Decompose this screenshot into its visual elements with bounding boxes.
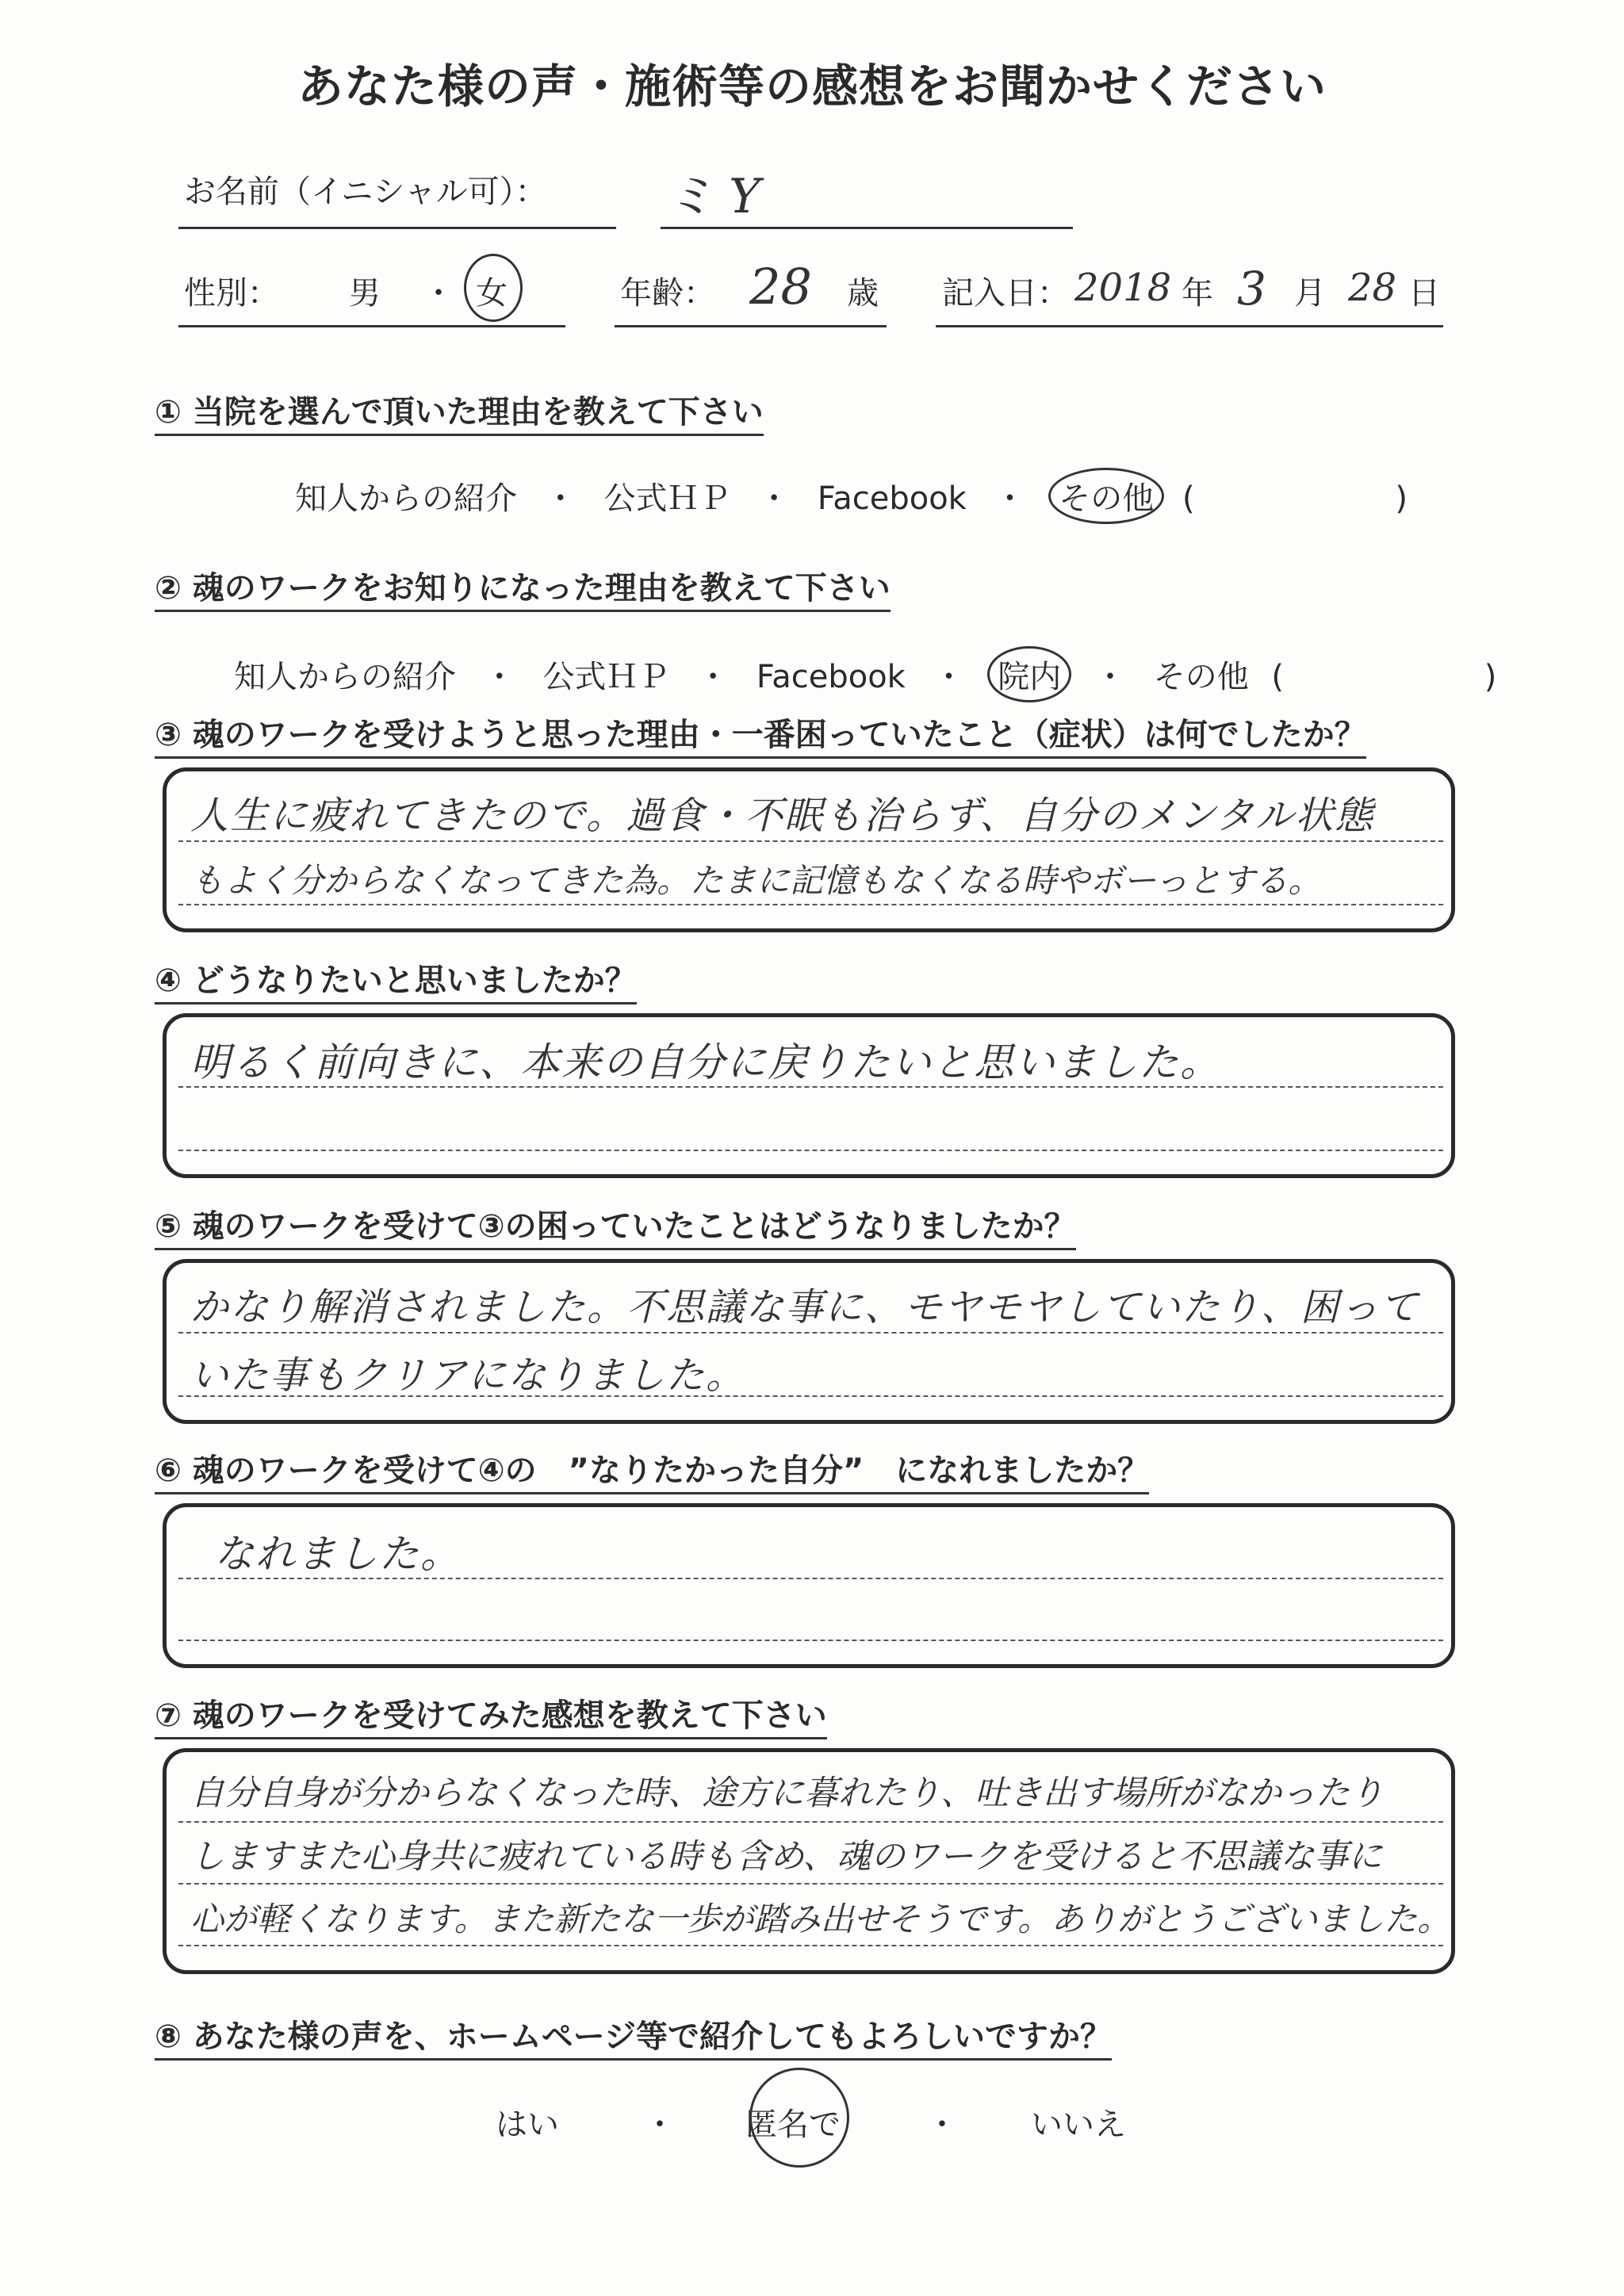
q8-sep-1: ・ bbox=[644, 2107, 676, 2143]
q1-option-referral: 知人からの紹介 bbox=[295, 480, 517, 517]
date-month-unit: 月 bbox=[1294, 275, 1326, 312]
date-day-value: 28 bbox=[1348, 266, 1397, 310]
q8-heading: ⑧ あなた様の声を、ホームページ等で紹介してもよろしいですか？ bbox=[155, 2011, 1112, 2061]
page-title: あなた様の声・施術等の感想をお聞かせください bbox=[297, 59, 1327, 113]
q2-sep-3: ・ bbox=[933, 659, 965, 695]
q1-option-other: その他 bbox=[1048, 468, 1164, 524]
q4-heading: ④ どうなりたいと思いましたか？ bbox=[155, 955, 637, 1004]
q7-line-1 bbox=[178, 1821, 1443, 1823]
q5-heading: ⑤ 魂のワークを受けて③の困っていたことはどうなりましたか？ bbox=[155, 1201, 1076, 1250]
q2-option-referral: 知人からの紹介 bbox=[234, 659, 456, 695]
q2-option-inhouse: 院内 bbox=[987, 646, 1071, 702]
date-year-unit: 年 bbox=[1182, 275, 1213, 312]
date-day-unit: 日 bbox=[1408, 275, 1440, 312]
q1-option-facebook: Facebook bbox=[817, 480, 967, 517]
q2-option-facebook: Facebook bbox=[756, 659, 906, 695]
age-label: 年齢： bbox=[620, 275, 715, 312]
gender-underline bbox=[178, 325, 565, 327]
name-underline-left bbox=[178, 227, 616, 229]
q3-answer-line-1: 人生に疲れてきたので。過食・不眠も治らず、自分のメンタル状態 bbox=[190, 794, 1375, 838]
q8-option-no: いいえ bbox=[1031, 2107, 1126, 2143]
q2-heading: ② 魂のワークをお知りになった理由を教えて下さい bbox=[155, 563, 891, 612]
q8-sep-2: ・ bbox=[926, 2107, 958, 2143]
age-underline bbox=[615, 325, 887, 327]
q4-line-2 bbox=[178, 1150, 1443, 1151]
gender-male: 男 bbox=[349, 275, 381, 312]
q8-option-anonymous: 匿名で bbox=[745, 2107, 841, 2143]
q2-sep-1: ・ bbox=[483, 659, 515, 695]
age-unit: 歳 bbox=[847, 275, 879, 312]
q1-paren-close: ) bbox=[1395, 480, 1408, 517]
date-year-value: 2018 bbox=[1074, 266, 1172, 310]
q8-anonymous-circle bbox=[749, 2068, 849, 2168]
date-underline bbox=[936, 325, 1443, 327]
q5-answer-line-1: かなり解消されました。不思議な事に、モヤモヤしていたり、困って bbox=[190, 1285, 1420, 1330]
q7-line-2 bbox=[178, 1883, 1443, 1885]
q5-line-1 bbox=[178, 1332, 1443, 1334]
q7-answer-line-1: 自分自身が分からなくなった時、途方に暮れたり、吐き出す場所がなかったり bbox=[190, 1774, 1384, 1813]
q3-answer-line-2: もよく分からなくなってきた為。たまに記憶もなくなる時やボーっとする。 bbox=[190, 861, 1322, 900]
q1-options bbox=[295, 468, 1408, 524]
name-label: お名前（イニシャル可）： bbox=[184, 174, 547, 210]
q2-sep-4: ・ bbox=[1094, 659, 1126, 695]
q3-line-1 bbox=[178, 840, 1443, 842]
q7-line-3 bbox=[178, 1945, 1443, 1946]
q3-heading: ③ 魂のワークを受けようと思った理由・一番困っていたこと（症状）は何でしたか？ bbox=[155, 710, 1366, 759]
q4-answer-line-1: 明るく前向きに、本来の自分に戻りたいと思いました。 bbox=[190, 1039, 1221, 1085]
q6-line-2 bbox=[178, 1640, 1443, 1641]
date-month-value: 3 bbox=[1237, 262, 1266, 316]
q2-paren-open: ( bbox=[1271, 659, 1285, 695]
q8-option-yes: はい bbox=[496, 2107, 559, 2143]
q6-answer-line-1: なれました。 bbox=[214, 1531, 462, 1577]
q1-sep-2: ・ bbox=[758, 480, 791, 517]
q2-option-website: 公式ＨＰ bbox=[542, 659, 670, 695]
q2-options bbox=[234, 646, 1496, 702]
name-underline-right bbox=[661, 227, 1073, 229]
q7-heading: ⑦ 魂のワークを受けてみた感想を教えて下さい bbox=[155, 1690, 827, 1739]
q7-answer-line-2: しますまた心身共に疲れている時も含め、魂のワークを受けると不思議な事に bbox=[190, 1837, 1383, 1877]
q5-answer-line-2: いた事もクリアになりました。 bbox=[190, 1353, 746, 1398]
name-value: ミ Y bbox=[666, 169, 760, 224]
gender-separator: ・ bbox=[423, 275, 454, 312]
q1-option-website: 公式ＨＰ bbox=[603, 480, 731, 517]
gender-label: 性別： bbox=[184, 275, 279, 312]
q2-paren-close: ) bbox=[1484, 659, 1497, 695]
q2-option-other: その他 bbox=[1153, 659, 1249, 695]
q1-heading: ① 当院を選んで頂いた理由を教えて下さい bbox=[155, 387, 764, 436]
age-value: 28 bbox=[749, 258, 812, 316]
q1-sep-3: ・ bbox=[994, 480, 1026, 517]
q1-paren-open: ( bbox=[1182, 480, 1195, 517]
gender-female-circle bbox=[464, 254, 523, 322]
q7-answer-line-3: 心が軽くなります。また新たな一歩が踏み出せそうです。ありがとうございました。 bbox=[190, 1900, 1451, 1938]
gender-female: 女 bbox=[476, 275, 508, 312]
q6-heading: ⑥ 魂のワークを受けて④の ”なりたかった自分” になれましたか？ bbox=[155, 1445, 1149, 1494]
date-label: 記入日： bbox=[942, 275, 1069, 312]
q2-sep-2: ・ bbox=[697, 659, 730, 695]
q3-line-2 bbox=[178, 904, 1443, 905]
q1-sep-1: ・ bbox=[544, 480, 576, 517]
